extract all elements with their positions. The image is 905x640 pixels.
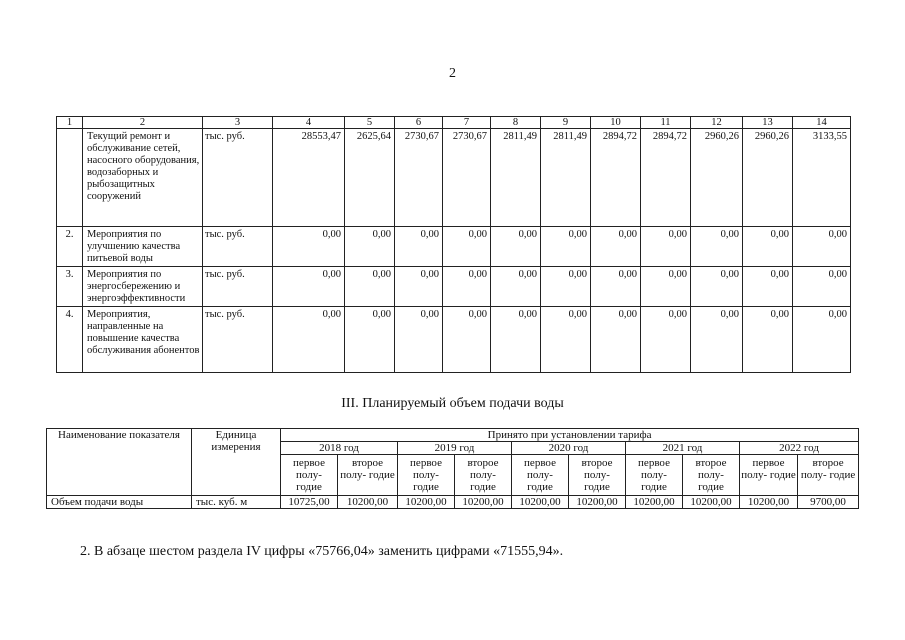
row-value: 0,00: [345, 227, 395, 267]
row-index: 2.: [57, 227, 83, 267]
row-value: 28553,47: [273, 129, 345, 227]
year-header: 2018 год: [281, 442, 398, 455]
row-value: 0,00: [641, 227, 691, 267]
row-value: 0,00: [743, 307, 793, 373]
footnote: 2. В абзаце шестом раздела IV цифры «75766,04» заменить цифрами «71555,94».: [80, 544, 564, 559]
table-row: [57, 307, 851, 373]
row-index: 3.: [57, 267, 83, 307]
column-number: 11: [641, 117, 691, 129]
row-value: 0,00: [273, 307, 345, 373]
year-header: 2022 год: [740, 442, 859, 455]
year-header: 2019 год: [398, 442, 512, 455]
row-value: 0,00: [743, 227, 793, 267]
page-number: 2: [449, 66, 456, 81]
row-value: 2960,26: [691, 129, 743, 227]
row-value: 0,00: [591, 307, 641, 373]
row-value: 10200,00: [683, 496, 740, 509]
second-half-header: второе полу- годие: [455, 455, 512, 496]
column-number: 7: [443, 117, 491, 129]
row-unit: тыс. куб. м: [192, 496, 281, 509]
table-row: [57, 129, 851, 227]
first-half-header: первое полу- годие: [398, 455, 455, 496]
row-value: 0,00: [641, 267, 691, 307]
table-header-row: [57, 117, 851, 129]
row-value: 10200,00: [626, 496, 683, 509]
row-value: 10200,00: [512, 496, 569, 509]
row-value: 0,00: [641, 307, 691, 373]
row-value: 10200,00: [455, 496, 512, 509]
row-value: 0,00: [541, 227, 591, 267]
row-value: 0,00: [443, 307, 491, 373]
column-number: 6: [395, 117, 443, 129]
row-value: 10725,00: [281, 496, 338, 509]
row-value: 10200,00: [338, 496, 398, 509]
row-value: 0,00: [273, 227, 345, 267]
column-number: 14: [793, 117, 851, 129]
col-tariff-header: Принято при установлении тарифа: [281, 429, 859, 442]
row-unit: тыс. руб.: [203, 129, 273, 227]
row-unit: тыс. руб.: [203, 267, 273, 307]
row-value: 0,00: [691, 267, 743, 307]
row-unit: тыс. руб.: [203, 307, 273, 373]
column-number: 5: [345, 117, 395, 129]
row-name: Объем подачи воды: [47, 496, 192, 509]
row-value: 0,00: [443, 227, 491, 267]
first-half-header: первое полу- годие: [626, 455, 683, 496]
row-value: 0,00: [395, 307, 443, 373]
expenses-table: [56, 116, 851, 373]
row-value: 2960,26: [743, 129, 793, 227]
water-volume-table: [46, 428, 859, 509]
row-value: 3133,55: [793, 129, 851, 227]
year-header: 2020 год: [512, 442, 626, 455]
row-value: 0,00: [395, 267, 443, 307]
row-value: 0,00: [491, 227, 541, 267]
row-name: Мероприятия по энергосбережению и энергоэффективности: [83, 267, 203, 307]
row-value: 0,00: [273, 267, 345, 307]
row-value: 0,00: [591, 267, 641, 307]
row-value: 0,00: [743, 267, 793, 307]
column-number: 12: [691, 117, 743, 129]
row-value: 2730,67: [395, 129, 443, 227]
row-name: Мероприятия, направленные на повышение качества обслуживания абонентов: [83, 307, 203, 373]
row-value: 0,00: [443, 267, 491, 307]
row-value: 0,00: [691, 227, 743, 267]
col-name-header: Наименование показателя: [47, 429, 192, 496]
year-header: 2021 год: [626, 442, 740, 455]
column-number: 3: [203, 117, 273, 129]
row-value: 10200,00: [740, 496, 798, 509]
column-number: 2: [83, 117, 203, 129]
table-row: [57, 227, 851, 267]
row-value: 0,00: [591, 227, 641, 267]
row-value: 2894,72: [591, 129, 641, 227]
row-unit: тыс. руб.: [203, 227, 273, 267]
row-value: 2730,67: [443, 129, 491, 227]
column-number: 8: [491, 117, 541, 129]
row-value: 0,00: [691, 307, 743, 373]
column-number: 9: [541, 117, 591, 129]
row-value: 2811,49: [541, 129, 591, 227]
row-value: 0,00: [541, 307, 591, 373]
row-value: 0,00: [793, 227, 851, 267]
row-value: 0,00: [793, 267, 851, 307]
row-name: Текущий ремонт и обслуживание сетей, насосного оборудования, водозаборных и рыбозащитных сооружений: [83, 129, 203, 227]
row-value: 9700,00: [798, 496, 859, 509]
row-name: Мероприятия по улучшению качества питьевой воды: [83, 227, 203, 267]
section-title: III. Планируемый объем подачи воды: [341, 396, 564, 411]
row-value: 2625,64: [345, 129, 395, 227]
row-value: 0,00: [793, 307, 851, 373]
second-half-header: второе полу- годие: [569, 455, 626, 496]
first-half-header: первое полу- годие: [281, 455, 338, 496]
second-half-header: второе полу- годие: [338, 455, 398, 496]
row-value: 0,00: [541, 267, 591, 307]
row-value: 2894,72: [641, 129, 691, 227]
table-row: [57, 267, 851, 307]
row-value: 0,00: [491, 267, 541, 307]
row-index: 4.: [57, 307, 83, 373]
second-half-header: второе полу- годие: [683, 455, 740, 496]
row-index: [57, 129, 83, 227]
column-number: 10: [591, 117, 641, 129]
column-number: 13: [743, 117, 793, 129]
row-value: 0,00: [491, 307, 541, 373]
column-number: 1: [57, 117, 83, 129]
row-value: 0,00: [345, 307, 395, 373]
first-half-header: первое полу- годие: [512, 455, 569, 496]
col-unit-header: Единица измерения: [192, 429, 281, 496]
column-number: 4: [273, 117, 345, 129]
row-value: 0,00: [345, 267, 395, 307]
row-value: 10200,00: [569, 496, 626, 509]
row-value: 10200,00: [398, 496, 455, 509]
row-value: 0,00: [395, 227, 443, 267]
row-value: 2811,49: [491, 129, 541, 227]
first-half-header: первое полу- годие: [740, 455, 798, 496]
second-half-header: второе полу- годие: [798, 455, 859, 496]
